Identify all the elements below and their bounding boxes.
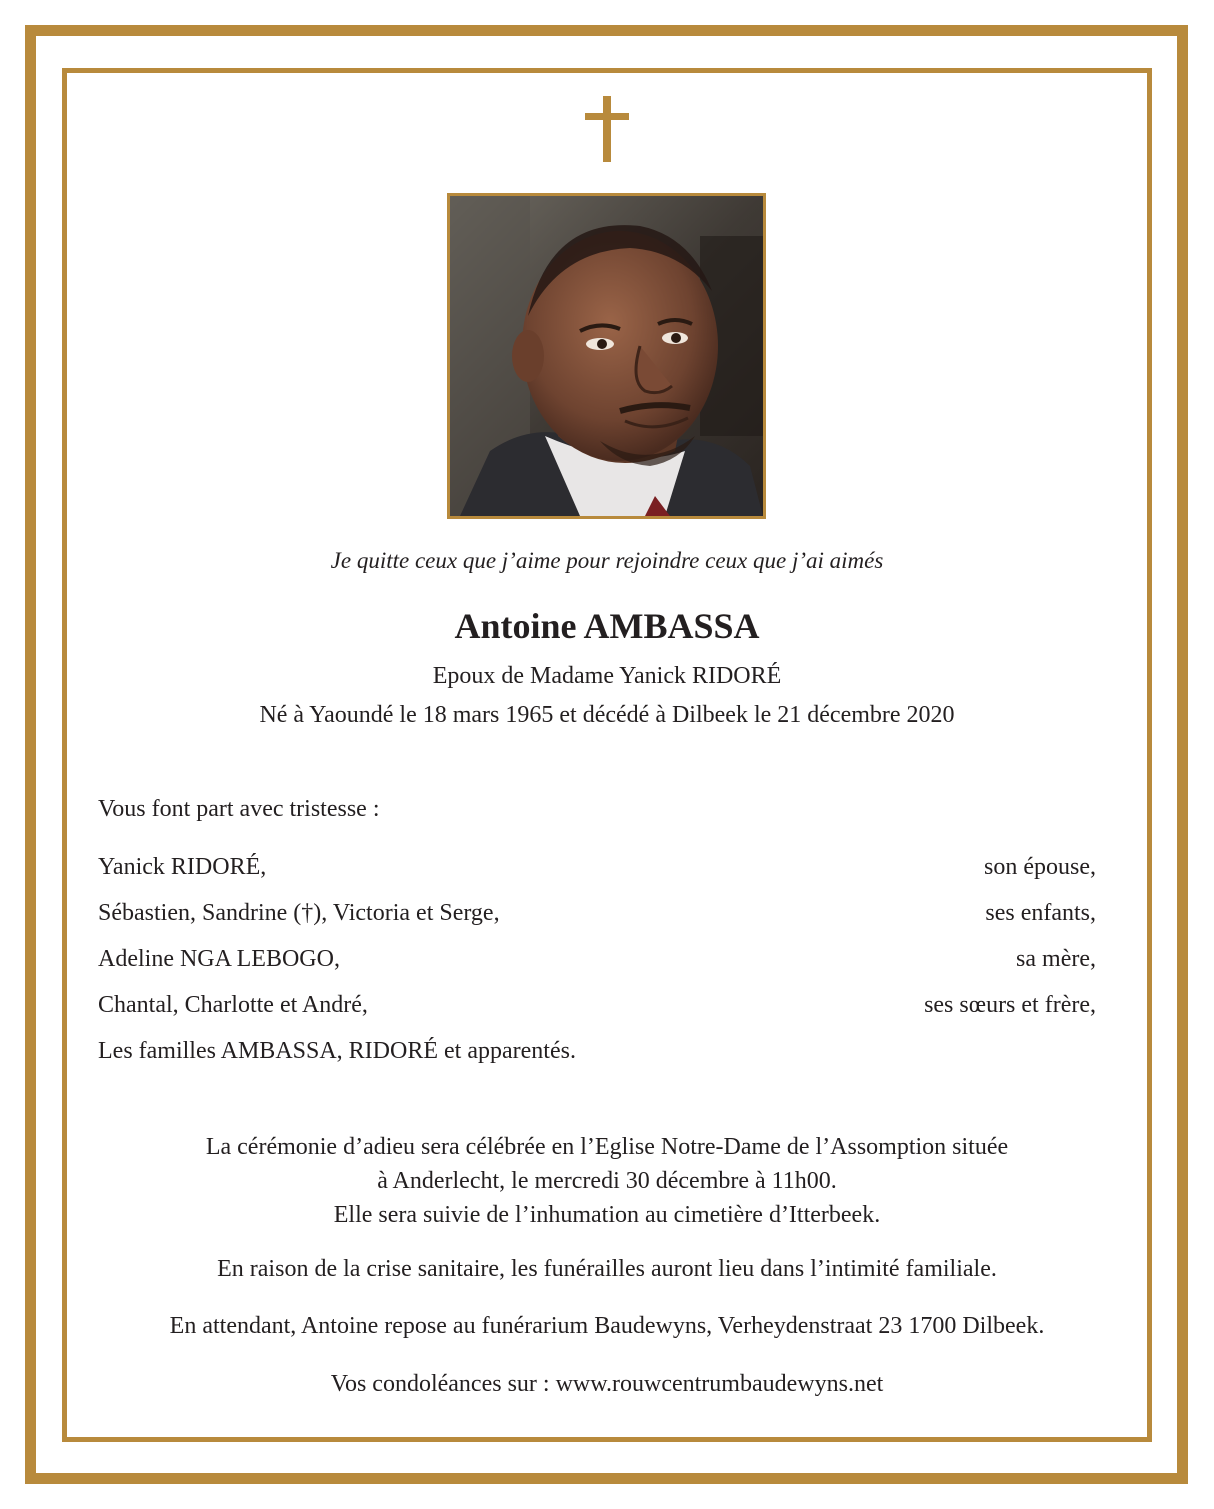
family-row: [98, 1036, 1096, 1082]
birth-death-line: Né à Yaoundé le 18 mars 1965 et décédé à Dilbeek le 21 décembre 2020: [259, 702, 955, 728]
family-names: Sébastien, Sandrine (†), Victoria et Serge,: [98, 900, 500, 926]
announcement-intro: Vous font part avec tristesse :: [98, 796, 380, 822]
spouse-line: Epoux de Madame Yanick RIDORÉ: [432, 663, 782, 689]
family-names: Adeline NGA LEBOGO,: [98, 946, 340, 972]
family-row: [98, 990, 1096, 1036]
portrait-photo: [447, 193, 766, 519]
condolences-link: Vos condoléances sur : www.rouwcentrumbaudewyns.net: [330, 1371, 884, 1397]
latin-cross-icon: [585, 96, 629, 162]
family-list: [98, 852, 1096, 1082]
sanitary-note: En raison de la crise sanitaire, les funérailles auront lieu dans l’intimité familiale.: [217, 1256, 997, 1282]
ceremony-details: [62, 1130, 1152, 1232]
family-row: [98, 944, 1096, 990]
epitaph-quote: Je quitte ceux que j’aime pour rejoindre ceux que j’ai aimés: [330, 548, 884, 573]
family-row: [98, 898, 1096, 944]
family-names: Chantal, Charlotte et André,: [98, 992, 368, 1018]
family-names: Yanick RIDORÉ,: [98, 854, 267, 880]
ceremony-line-1: La cérémonie d’adieu sera célébrée en l’Eglise Notre-Dame de l’Assomption située: [205, 1134, 1009, 1160]
family-relation: ses enfants,: [985, 900, 1096, 926]
ceremony-line-3: Elle sera suivie de l’inhumation au cimetière d’Itterbeek.: [333, 1202, 881, 1228]
funerarium-note: En attendant, Antoine repose au funérarium Baudewyns, Verheydenstraat 23 1700 Dilbeek.: [169, 1313, 1045, 1339]
family-relation: sa mère,: [1016, 946, 1096, 972]
ceremony-line-2: à Anderlecht, le mercredi 30 décembre à 11h00.: [377, 1168, 837, 1194]
family-relation: son épouse,: [984, 854, 1096, 880]
family-row: [98, 852, 1096, 898]
family-relation: ses sœurs et frère,: [924, 992, 1096, 1018]
deceased-name: Antoine AMBASSA: [454, 606, 760, 646]
family-names: Les familles AMBASSA, RIDORÉ et apparentés.: [98, 1038, 576, 1064]
